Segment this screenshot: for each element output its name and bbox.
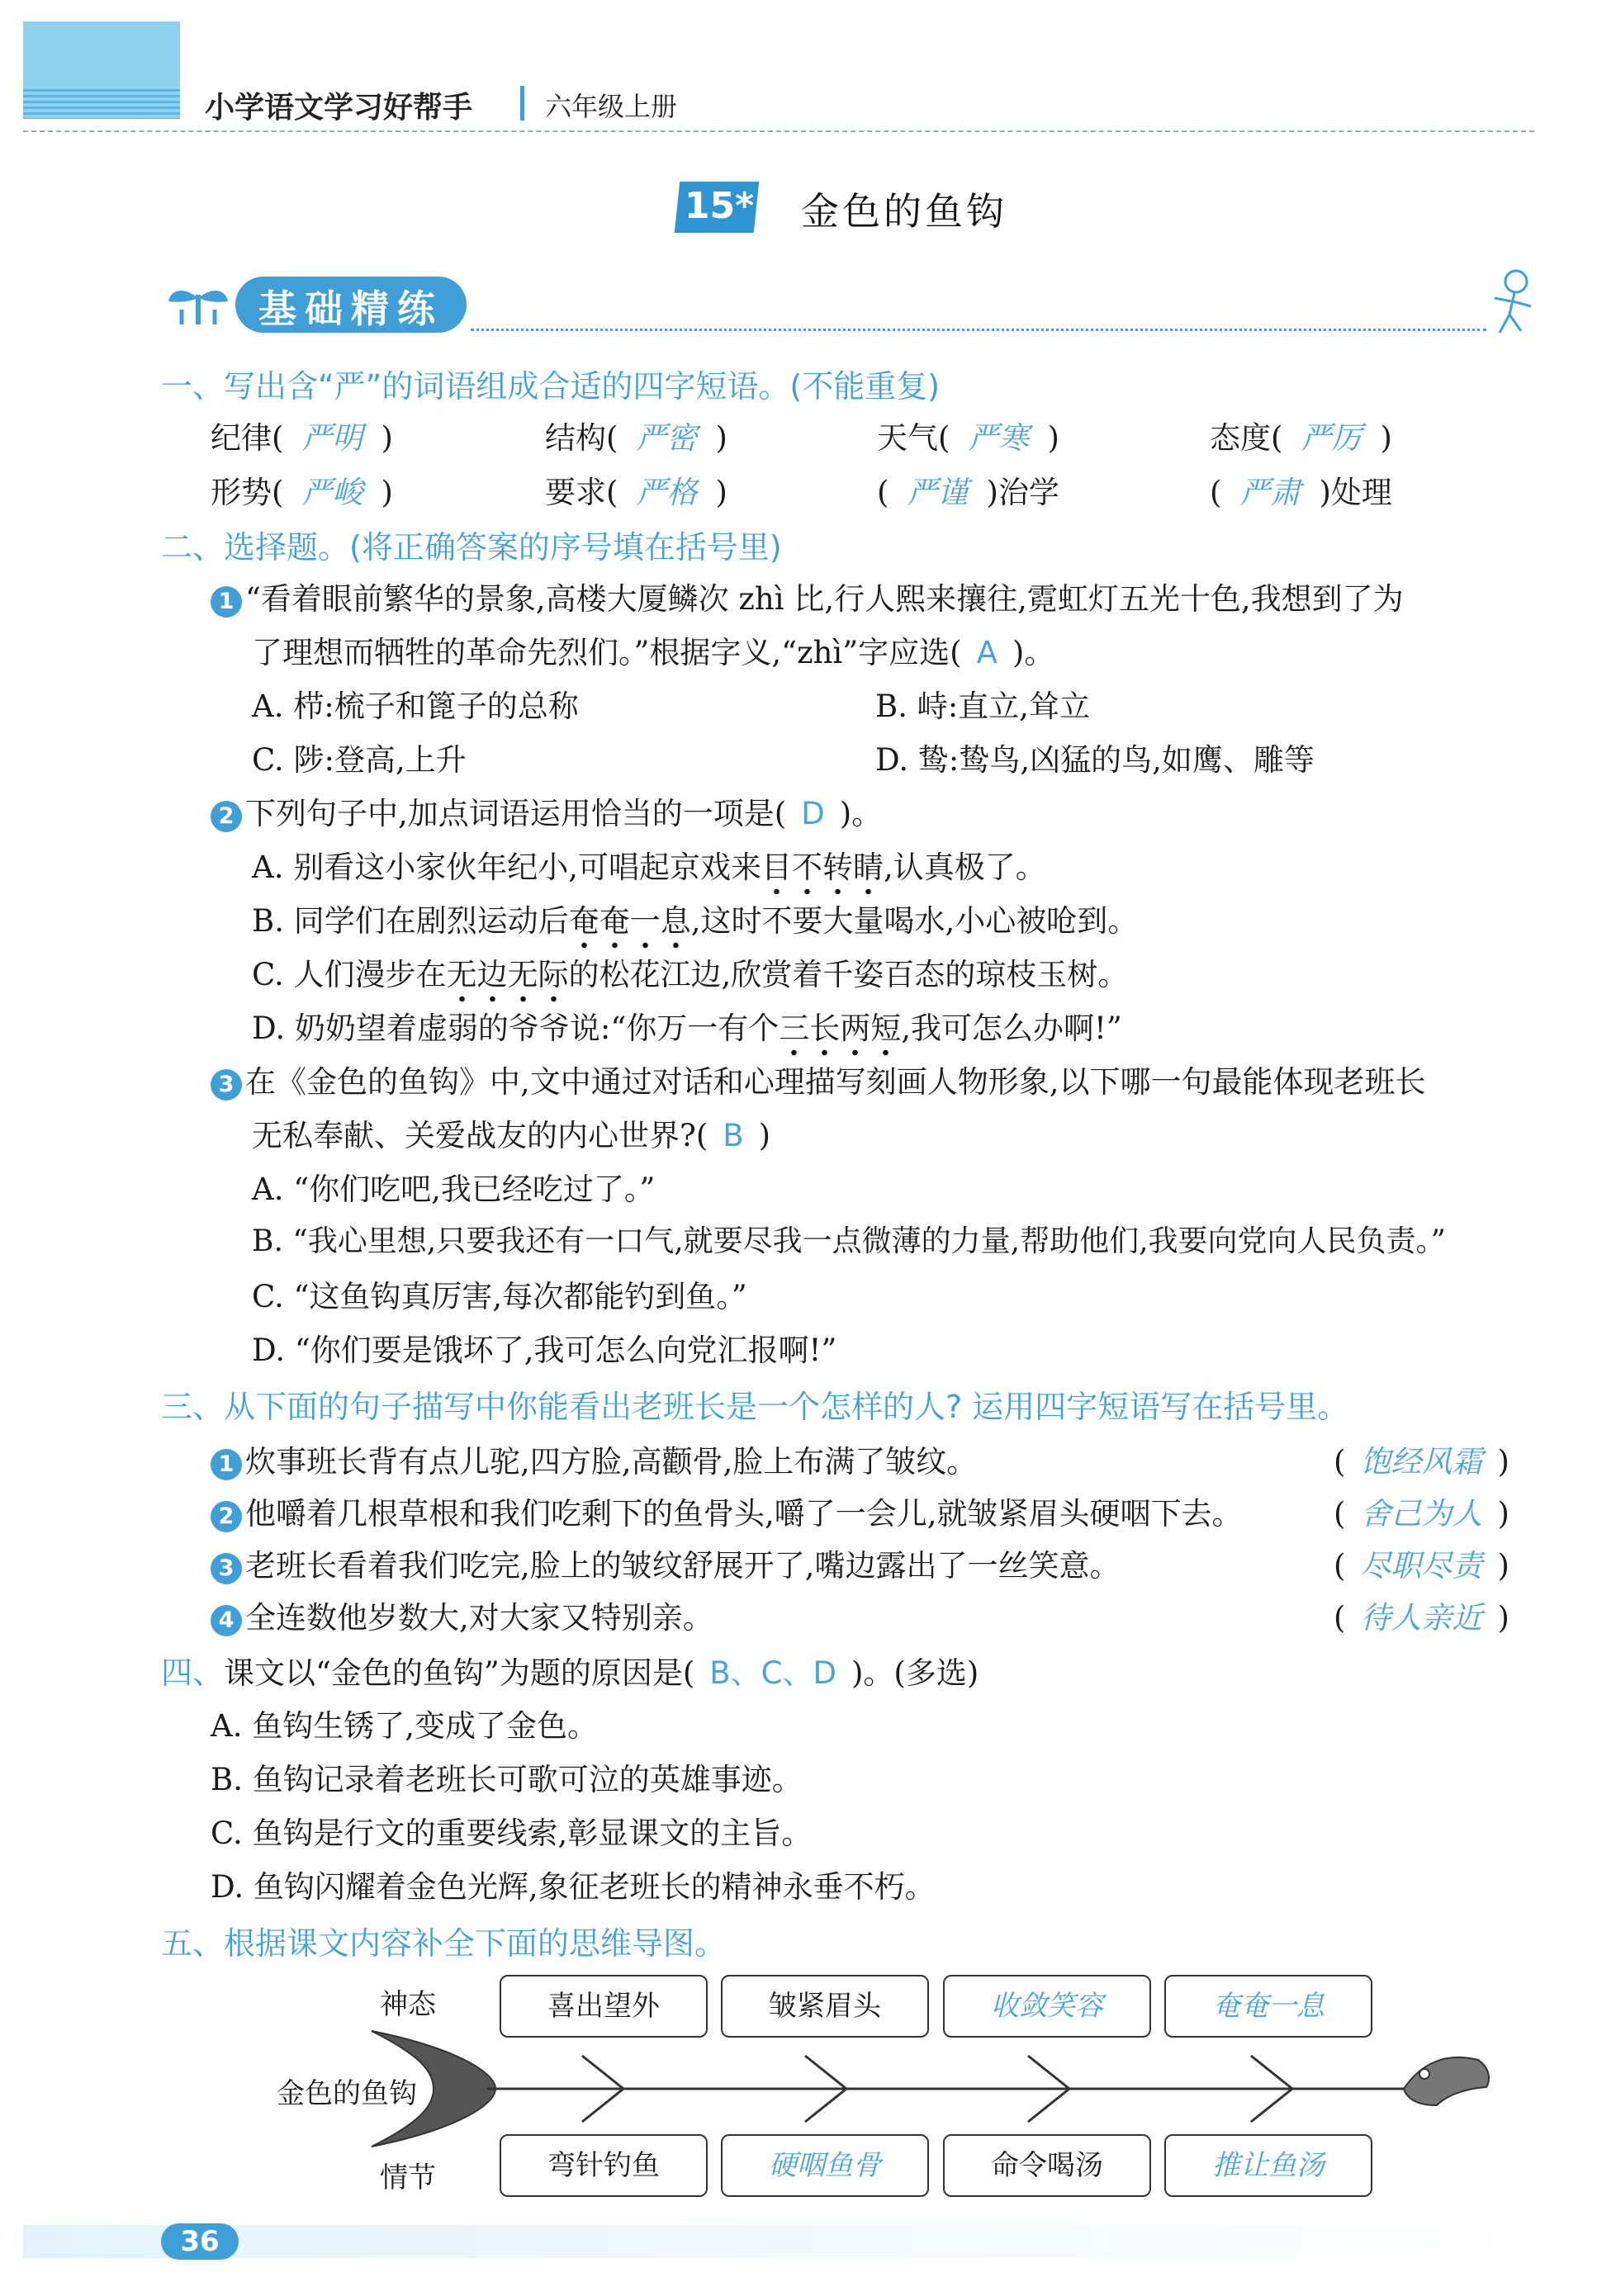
banner-label: 基础精练: [258, 286, 443, 331]
sprout-icon: [165, 277, 231, 329]
fishbone-bottom-box-1: 弯针钓鱼: [500, 2134, 708, 2197]
fishbone-top-box-4: 奄奄一息: [1164, 1975, 1372, 2038]
q4-opt-c: C. 鱼钩是行文的重要线索,彰显课文的主旨。: [211, 1815, 813, 1851]
lesson-number: 15*: [684, 185, 755, 227]
q5-label-bot: 情节: [380, 2161, 436, 2194]
header-grade: 六年级上册: [545, 91, 678, 122]
q5-label-mid: 金色的鱼钩: [277, 2077, 417, 2110]
q2-item2-opt-b: B. 同学们在剧烈运动后奄奄一息,这时不要大量喝水,小心被呛到。: [252, 896, 1138, 940]
q3-item3: 3 老班长看着我们吃完,脸上的皱纹舒展开了,嘴边露出了一丝笑意。: [211, 1541, 1121, 1585]
number-badge: 3: [211, 1553, 242, 1584]
number-badge: 3: [211, 1069, 242, 1101]
header-divider: [520, 86, 524, 121]
header-stripes: [23, 89, 180, 119]
q3-item1-answer: ( 饱经风霜 ): [1334, 1444, 1509, 1479]
header-title: 小学语文学习好帮手: [205, 91, 473, 125]
q2-item1-line1: 1 “看着眼前繁华的景象,高楼大厦鳞次 zhì 比,行人熙来攘往,霓虹灯五光十色,我想到了为: [211, 574, 1404, 618]
q3-item1: 1 炊事班长背有点儿驼,四方脸,高颧骨,脸上布满了皱纹。: [211, 1437, 977, 1481]
q2-item3-opt-c: C. “这鱼钩真厉害,每次都能钓到鱼。”: [252, 1279, 747, 1314]
fishbone-bottom-box-4: 推让鱼汤: [1164, 2134, 1372, 2197]
q2-item1-opt-c: C. 陟:登高,上升: [252, 742, 467, 778]
fishbone-top-box-1: 喜出望外: [500, 1975, 708, 2038]
banner-rule: [471, 329, 1486, 331]
q5-heading: 五、根据课文内容补全下面的思维导图。: [161, 1925, 727, 1962]
q1-row2-item1: 形势( 严峻 ): [211, 475, 393, 510]
q2-item3-line1: 3 在《金色的鱼钩》中,文中通过对话和心理描写刻画人物形象,以下哪一句最能体现老班长: [211, 1057, 1426, 1101]
q2-item2-opt-d: D. 奶奶望着虚弱的爷爷说:“你万一有个三长两短,我可怎么办啊!”: [252, 1003, 1122, 1048]
q1-row1-item3: 天气( 严寒 ): [877, 420, 1059, 456]
q3-item2: 2 他嚼着几根草根和我们吃剩下的鱼骨头,嚼了一会儿,就皱紧眉头硬咽下去。: [211, 1489, 1243, 1533]
lesson-title: 金色的鱼钩: [801, 189, 1007, 234]
q2-item1-line2: 了理想而牺牲的革命先烈们。”根据字义,“zhì”字应选( A )。: [252, 635, 1055, 670]
header-rule: [23, 130, 1534, 132]
footer-band: [23, 2225, 1534, 2258]
q2-item3-opt-b: B. “我心里想,只要我还有一口气,就要尽我一点微薄的力量,帮助他们,我要向党向人民负责。”: [252, 1224, 1446, 1258]
q2-item3-line2: 无私奉献、关爱战友的内心世界?( B ): [252, 1118, 771, 1153]
q4-stem: 四、课文以“金色的鱼钩”为题的原因是( B、C、D )。(多选): [161, 1655, 979, 1691]
q3-item2-answer: ( 舍己为人 ): [1334, 1496, 1509, 1531]
fishbone-top-box-2: 皱紧眉头: [721, 1975, 929, 2038]
q3-heading: 三、从下面的句子描写中你能看出老班长是一个怎样的人? 运用四字短语写在括号里。: [161, 1389, 1349, 1425]
q2-item1-opt-b: B. 峙:直立,耸立: [875, 689, 1090, 724]
number-badge: 1: [211, 586, 242, 618]
fishbone-bottom-box-3: 命令喝汤: [943, 2134, 1151, 2197]
q2-item1-opt-a: A. 栉:梳子和篦子的总称: [252, 689, 579, 724]
q2-item3-opt-d: D. “你们要是饿坏了,我可怎么向党汇报啊!”: [252, 1333, 837, 1368]
q1-row1-item1: 纪律( 严明 ): [211, 420, 393, 456]
q2-item1-opt-d: D. 鸷:鸷鸟,凶猛的鸟,如鹰、雕等: [875, 742, 1315, 778]
q1-row2-item2: 要求( 严格 ): [545, 475, 727, 510]
number-badge: 4: [211, 1605, 242, 1636]
dotted-word: 三长两短: [779, 1011, 901, 1058]
number-badge: 1: [211, 1449, 242, 1480]
number-badge: 2: [211, 801, 242, 832]
q3-item4-answer: ( 待人亲近 ): [1334, 1600, 1509, 1636]
fishbone-top-box-3: 收敛笑容: [943, 1975, 1151, 2038]
q1-row2-item3: ( 严谨 )治学: [877, 475, 1059, 510]
dotted-word: 目不转睛: [761, 850, 884, 897]
q2-item2-stem: 2 下列句子中,加点词语运用恰当的一项是( D )。: [211, 788, 882, 833]
dotted-word: 奄奄一息: [569, 903, 691, 950]
q3-item4: 4 全连数他岁数大,对大家又特别亲。: [211, 1593, 713, 1637]
q3-item3-answer: ( 尽职尽责 ): [1334, 1548, 1509, 1584]
q4-opt-b: B. 鱼钩记录着老班长可歌可泣的英雄事迹。: [211, 1762, 803, 1797]
dotted-word: 无边无际: [447, 957, 569, 1004]
q1-row1-item2: 结构( 严密 ): [545, 420, 727, 456]
q1-row2-item4: ( 严肃 )处理: [1210, 475, 1392, 510]
q2-item3-opt-a: A. “你们吃吧,我已经吃过了。”: [252, 1172, 656, 1207]
q2-item2-opt-a: A. 别看这小家伙年纪小,可唱起京戏来目不转睛,认真极了。: [252, 842, 1046, 887]
stick-figure-icon: [1478, 268, 1544, 342]
q2-heading: 二、选择题。(将正确答案的序号填在括号里): [161, 529, 782, 566]
q4-opt-a: A. 鱼钩生锈了,变成了金色。: [211, 1708, 599, 1744]
q4-opt-d: D. 鱼钩闪耀着金色光辉,象征老班长的精神永垂不朽。: [211, 1869, 936, 1905]
fishbone-bottom-box-2: 硬咽鱼骨: [721, 2134, 929, 2197]
page-number: 36: [180, 2225, 220, 2258]
number-badge: 2: [211, 1501, 242, 1532]
q1-heading: 一、写出含“严”的词语组成合适的四字短语。(不能重复): [161, 368, 941, 405]
q1-row1-item4: 态度( 严厉 ): [1210, 420, 1392, 456]
q5-label-top: 神态: [380, 1988, 436, 2021]
q2-item2-opt-c: C. 人们漫步在无边无际的松花江边,欣赏着千姿百态的琼枝玉树。: [252, 949, 1128, 994]
